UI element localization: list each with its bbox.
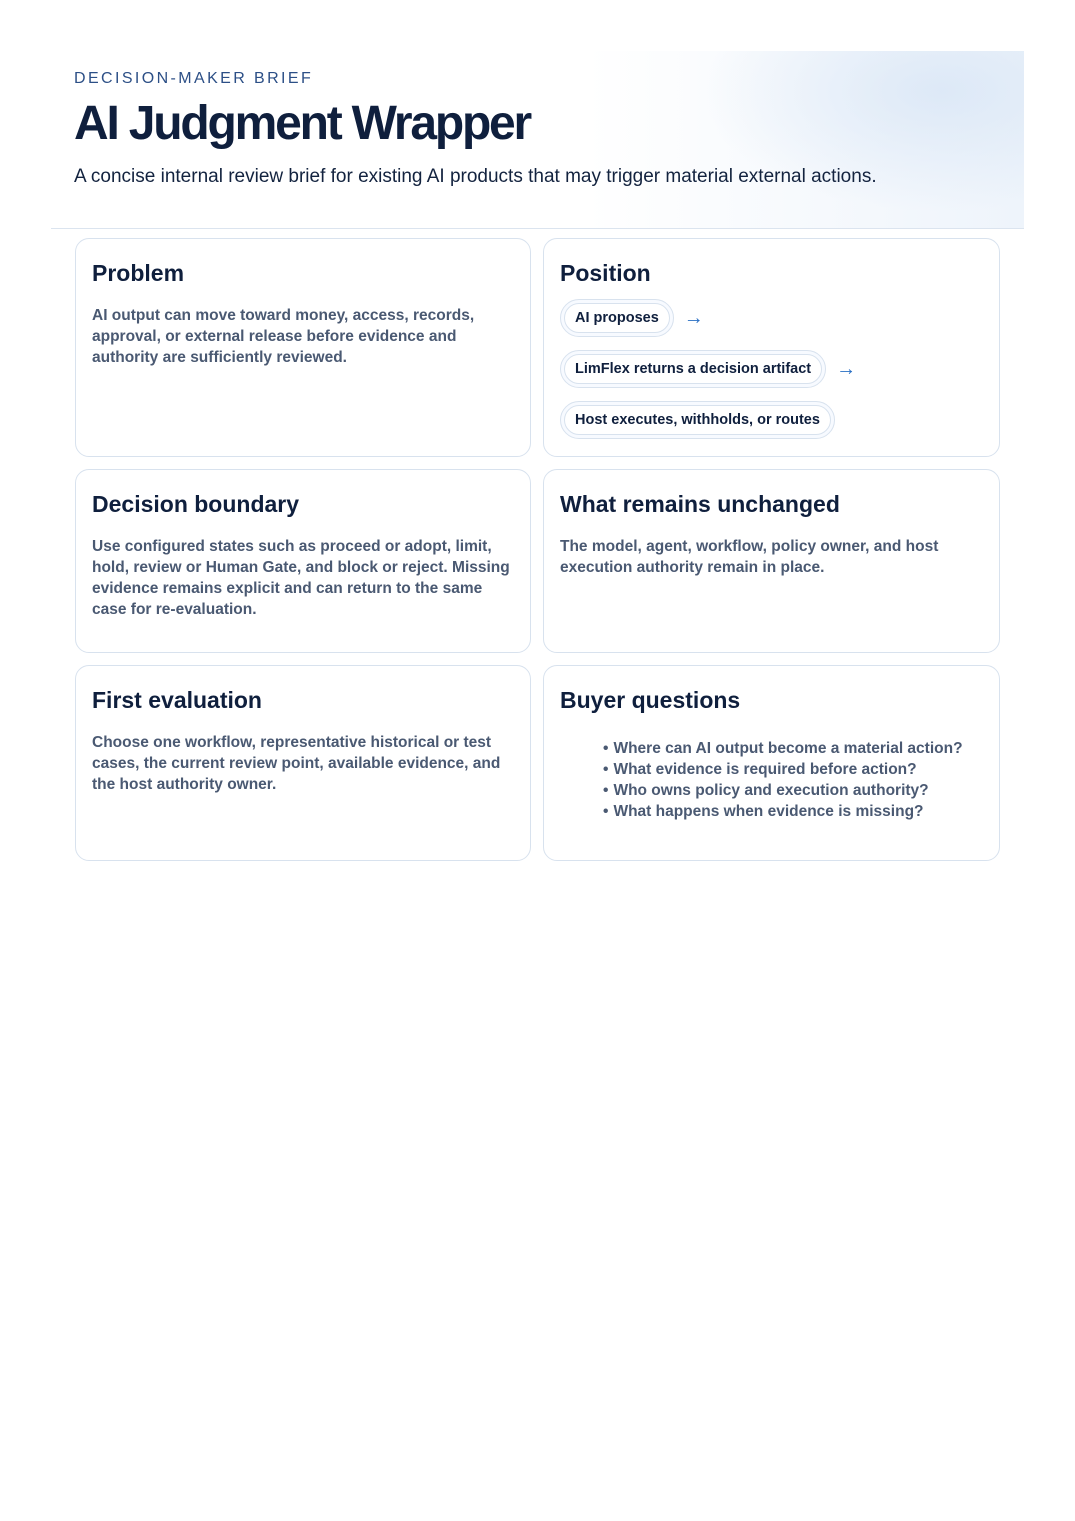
question-text: Where can AI output become a material action? — [613, 740, 963, 757]
unchanged-title: What remains unchanged — [560, 491, 840, 517]
bullet-icon: • — [603, 803, 609, 820]
position-flow — [560, 298, 983, 440]
flow-step-row — [560, 298, 983, 338]
unchanged-body: The model, agent, workflow, policy owner, and host execution authority remain in place. — [560, 538, 939, 576]
buyer-questions-card — [543, 665, 1000, 861]
buyer-questions-title: Buyer questions — [560, 687, 741, 713]
flow-step-row — [560, 400, 983, 440]
decision-boundary-card — [75, 469, 531, 653]
arrow-right-icon: → — [836, 358, 857, 380]
first-evaluation-body: Choose one workflow, representative historical or test cases, the current review point, available evidence, and the host authority owner. — [92, 734, 501, 793]
bullet-icon: • — [603, 782, 609, 799]
flow-step-pill — [560, 299, 674, 337]
problem-card — [75, 238, 531, 457]
flow-step-row — [560, 349, 983, 389]
question-text: Who owns policy and execution authority? — [613, 782, 929, 799]
page-title: AI Judgment Wrapper — [74, 97, 531, 150]
flow-step-label: AI proposes — [564, 303, 670, 333]
question-text: What evidence is required before action? — [613, 761, 917, 778]
position-card — [543, 238, 1000, 457]
flow-step-pill — [560, 350, 826, 388]
list-item — [603, 759, 983, 780]
hero-header — [51, 51, 1024, 229]
unchanged-card — [543, 469, 1000, 653]
list-item — [603, 780, 983, 801]
decision-boundary-title: Decision boundary — [92, 491, 300, 517]
list-item — [603, 801, 983, 822]
bullet-icon: • — [603, 740, 609, 757]
decision-boundary-body: Use configured states such as proceed or adopt, limit, hold, review or Human Gate, and block or reject. Missing evidence remains explicit and can return to the same case for re-evaluation. — [92, 538, 510, 618]
first-evaluation-title: First evaluation — [92, 687, 262, 713]
page-subtitle: A concise internal review brief for existing AI products that may trigger material external actions. — [74, 166, 877, 187]
kicker-label: DECISION-MAKER BRIEF — [74, 70, 314, 87]
buyer-questions-list — [560, 738, 983, 822]
problem-body: AI output can move toward money, access, records, approval, or external release before evidence and authority are sufficiently reviewed. — [92, 307, 475, 366]
position-title: Position — [560, 260, 651, 286]
list-item — [603, 738, 983, 759]
question-text: What happens when evidence is missing? — [613, 803, 924, 820]
arrow-right-icon: → — [683, 307, 704, 329]
problem-title: Problem — [92, 260, 185, 286]
bullet-icon: • — [603, 761, 609, 778]
flow-step-pill — [560, 401, 835, 439]
first-evaluation-card — [75, 665, 531, 861]
flow-step-label: LimFlex returns a decision artifact — [564, 354, 822, 384]
flow-step-label: Host executes, withholds, or routes — [564, 405, 831, 435]
